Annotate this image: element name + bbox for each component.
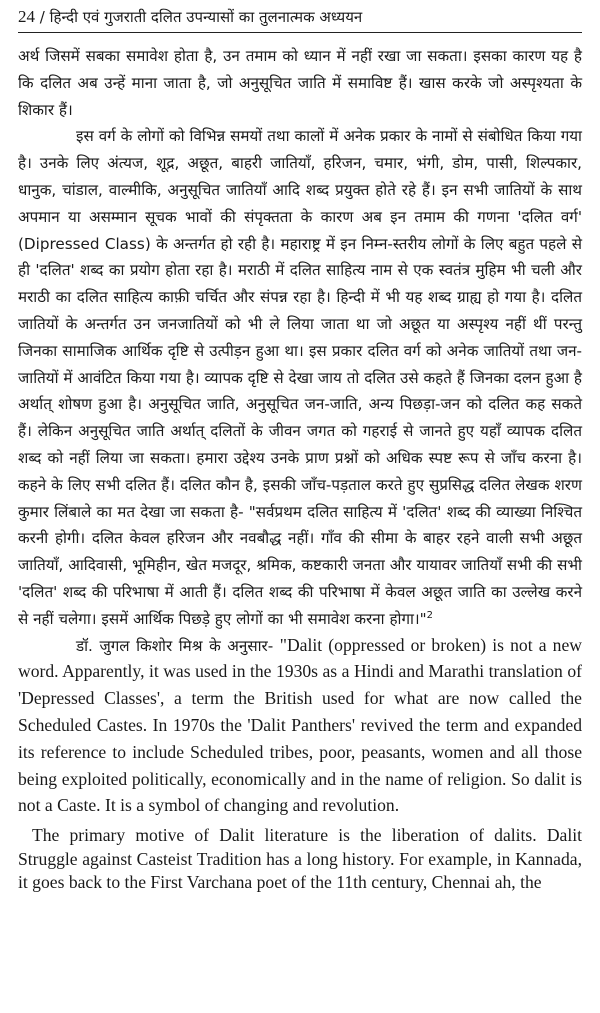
footnote-marker: 2: [426, 609, 434, 621]
header-separator: /: [39, 8, 45, 26]
running-header: [18, 6, 582, 33]
page-number: 24: [18, 7, 35, 26]
paragraph-2-text: इस वर्ग के लोगों को विभिन्न समयों तथा कालों में अनेक प्रकार के नामों से संबोधित किया गया है। उनके लिए अंत्यज, शूद्र, अछूत, बाहरी जातियाँ, हरिजन, चमार, भंगी, डोम, पासी, शिल्पकार, धानुक, चांडाल, वाल्मीकि, अनुसूचित जातियाँ आदि शब्द प्रयुक्त होते रहे हैं। इन सभी जातियों के साथ अपमान या असम्मान सूचक भावों की संपृक्तता के कारण अब इन तमाम की गणना 'दलित वर्ग' (Dipressed Class) के अन्तर्गत हो रही है। महाराष्ट्र में इन निम्न-स्तरीय लोगों के लिए बहुत पहले से ही 'दलित' शब्द का प्रयोग होता रहा है। मराठी में दलित साहित्य नाम से एक स्वतंत्र मुहिम भी चली और मराठी का दलित साहित्य काफ़ी चर्चित और संपन्न रहा है। हिन्दी में भी यह शब्द ग्राह्य हो गया है। दलित जातियों के अन्तर्गत उन जनजातियों को भी ले लिया जाता था जो अछूत या अस्पृश्य नहीं थीं परन्तु जिनका सामाजिक आर्थिक दृष्टि से उत्पीड़न हुआ था। इस प्रकार दलित वर्ग को अनेक जातियों तथा जन-जातियों में आवंटित किया गया है। व्यापक दृष्टि से देखा जाय तो दलित उसे कहते हैं जिनका दलन हुआ है अर्थात् शोषण हुआ है। अनुसूचित जाति, अनुसूचित जन-जाति, अन्य पिछड़ा-जन को दलित कह सकते हैं। लेकिन अनुसूचित जाति अर्थात् दलितों के जीवन जगत को गहराई से जानते हुए यहाँ व्यापक दलित शब्द को नहीं लिया जा सकता। हमारा उद्देश्य उनके प्राण प्रश्नों को अधिक स्पष्ट रूप से जाँच करना है। कहने के लिए सभी दलित हैं। दलित कौन है, इसकी जाँच-पड़ताल करते हुए सुप्रसिद्ध दलित लेखक शरण कुमार लिंबाले का मत देखा जा सकता है- "सर्वप्रथम दलित साहित्य में 'दलित' शब्द की व्याख्या निश्चित करनी होगी। दलित केवल हरिजन और नवबौद्ध नहीं। गाँव की सीमा के बाहर रहने वाली सभी अछूत जातियाँ, आदिवासी, भूमिहीन, खेत मजदूर, श्रमिक, कष्टकारी जनता और यायावर जातियाँ सभी की सभी 'दलित' शब्द की परिभाषा में आती हैं। दलित शब्द की परिभाषा में केवल अछूत जाति का उल्लेख करने से नहीं चलेगा। इसमें आर्थिक पिछड़े हुए लोगों का भी समावेश करना होगा।": [18, 127, 582, 628]
paragraph-2: [18, 123, 582, 632]
paragraph-3: [18, 633, 582, 821]
book-title: हिन्दी एवं गुजराती दलित उपन्यासों का तुलनात्मक अध्ययन: [49, 8, 363, 26]
english-quotation: "Dalit (oppressed or broken) is not a new word. Apparently, it was used in the 1930s as a Hindi and Marathi translation of 'Depressed Classes', a term the British used for what are now called the Scheduled Castes. In 1970s the 'Dalit Panthers' revived the term and expanded its reference to include Scheduled tribes, poor, peasants, women and all those being exploited politically, economically and in the name of religion. So dalit is not a Caste. It is a symbol of changing and revolution.: [18, 634, 582, 816]
quote-attribution: डॉ. जुगल किशोर मिश्र के अनुसार-: [76, 636, 274, 655]
paragraph-4: The primary motive of Dalit literature is the liberation of dalits. Dalit Struggle against Casteist Tradition has a long history. For example, in Kannada, it goes back to the First Varchana poet of the 11th century, Chennai ah, the: [18, 825, 582, 893]
paragraph-1: अर्थ जिसमें सबका समावेश होता है, उन तमाम को ध्यान में नहीं रखा जा सकता। इसका कारण यह है कि दलित अब उन्हें माना जाता है, जो अनुसूचित जाति में समाविष्ट हैं। खास करके जो अस्पृश्यता के शिकार हैं।: [18, 47, 582, 119]
